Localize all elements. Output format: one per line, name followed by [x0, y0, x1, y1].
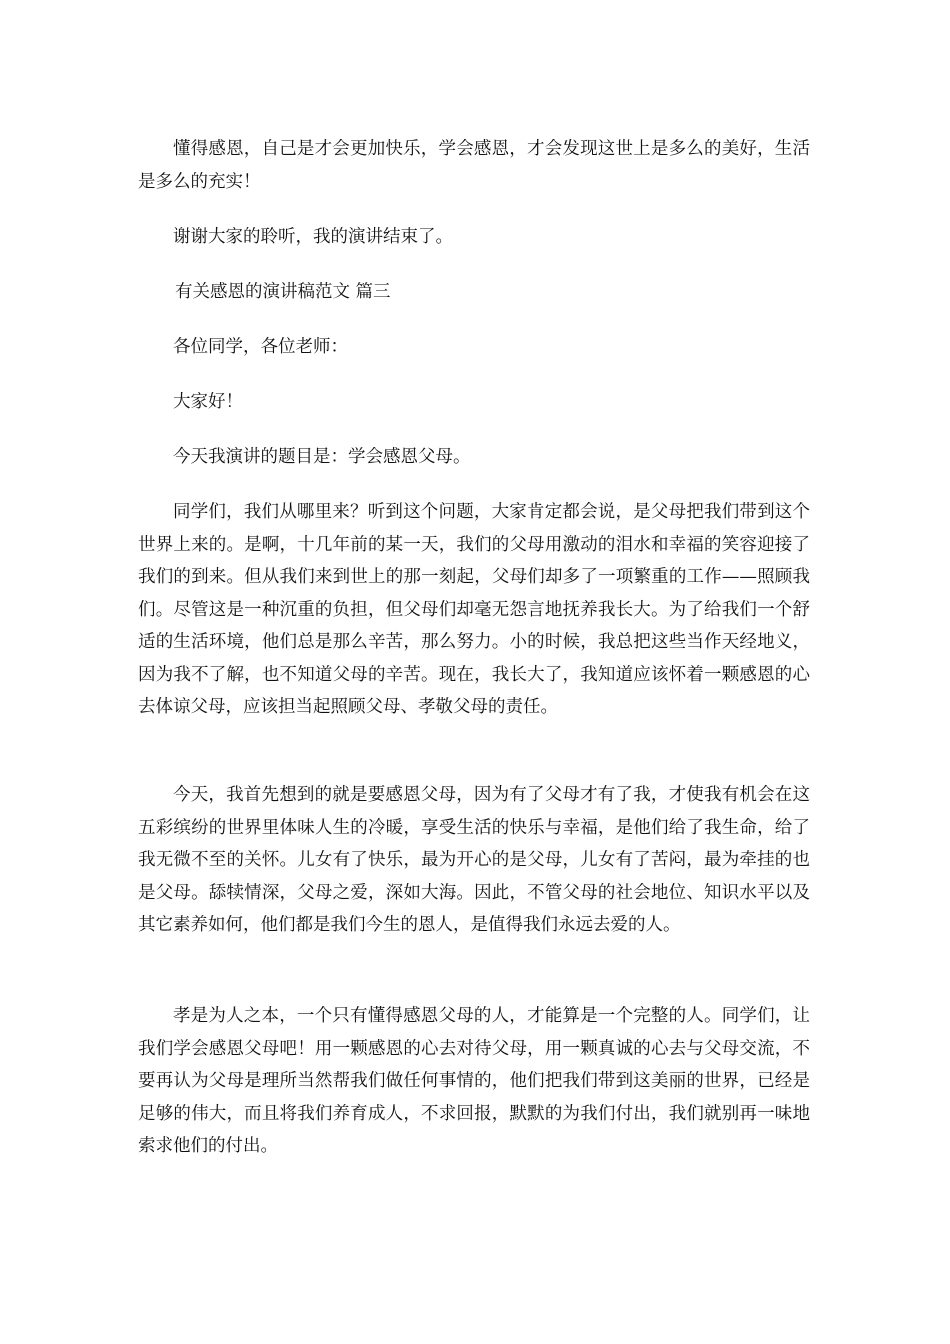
paragraph-filial-piety: 孝是为人之本，一个只有懂得感恩父母的人，才能算是一个完整的人。同学们，让我们学会感恩父母吧！用一颗感恩的心去对待父母，用一颗真诚的心去与父母交流，不要再认为父母是理所当然帮我们做任何事情的，他们把我们带到这美丽的世界，已经是足够的伟大，而且将我们养育成人，不求回报，默默的为我们付出，我们就别再一味地索求他们的付出。 — [138, 1006, 810, 1156]
paragraph-gratitude-happiness: 懂得感恩，自己是才会更加快乐，学会感恩，才会发现这世上是多么的美好，生活是多么的充实！ — [138, 139, 810, 192]
paragraph-thanks-closing: 谢谢大家的聆听，我的演讲结束了。 — [173, 227, 453, 247]
paragraph-thank-parents: 今天，我首先想到的就是要感恩父母，因为有了父母才有了我，才使我有机会在这五彩缤纷的世界里体味人生的冷暖，享受生活的快乐与幸福，是他们给了我生命，给了我无微不至的关怀。儿女有了快乐，最为开心的是父母，儿女有了苦闷，最为牵挂的也是父母。舔犊情深，父母之爱，深如大海。因此，不管父母的社会地位、知识水平以及其它素养如何，他们都是我们今生的恩人，是值得我们永远去爱的人。 — [138, 785, 810, 935]
section-heading: 有关感恩的演讲稿范文 篇三 — [175, 282, 391, 302]
paragraph-where-from: 同学们，我们从哪里来？听到这个问题，大家肯定都会说，是父母把我们带到这个世界上来的。是啊，十几年前的某一天，我们的父母用激动的泪水和幸福的笑容迎接了我们的到来。但从我们来到世上的那一刻起，父母们却多了一项繁重的工作——照顾我们。尽管这是一种沉重的负担，但父母们却毫无怨言地抚养我长大。为了给我们一个舒适的生活环境，他们总是那么辛苦，那么努力。小的时候，我总把这些当作天经地义，因为我不了解，也不知道父母的辛苦。现在，我长大了，我知道应该怀着一颗感恩的心去体谅父母，应该担当起照顾父母、孝敬父母的责任。 — [138, 502, 810, 717]
paragraph-hello: 大家好！ — [173, 392, 243, 412]
paragraph-speech-topic: 今天我演讲的题目是：学会感恩父母。 — [173, 447, 471, 467]
paragraph-greeting-audience: 各位同学，各位老师： — [173, 337, 348, 357]
